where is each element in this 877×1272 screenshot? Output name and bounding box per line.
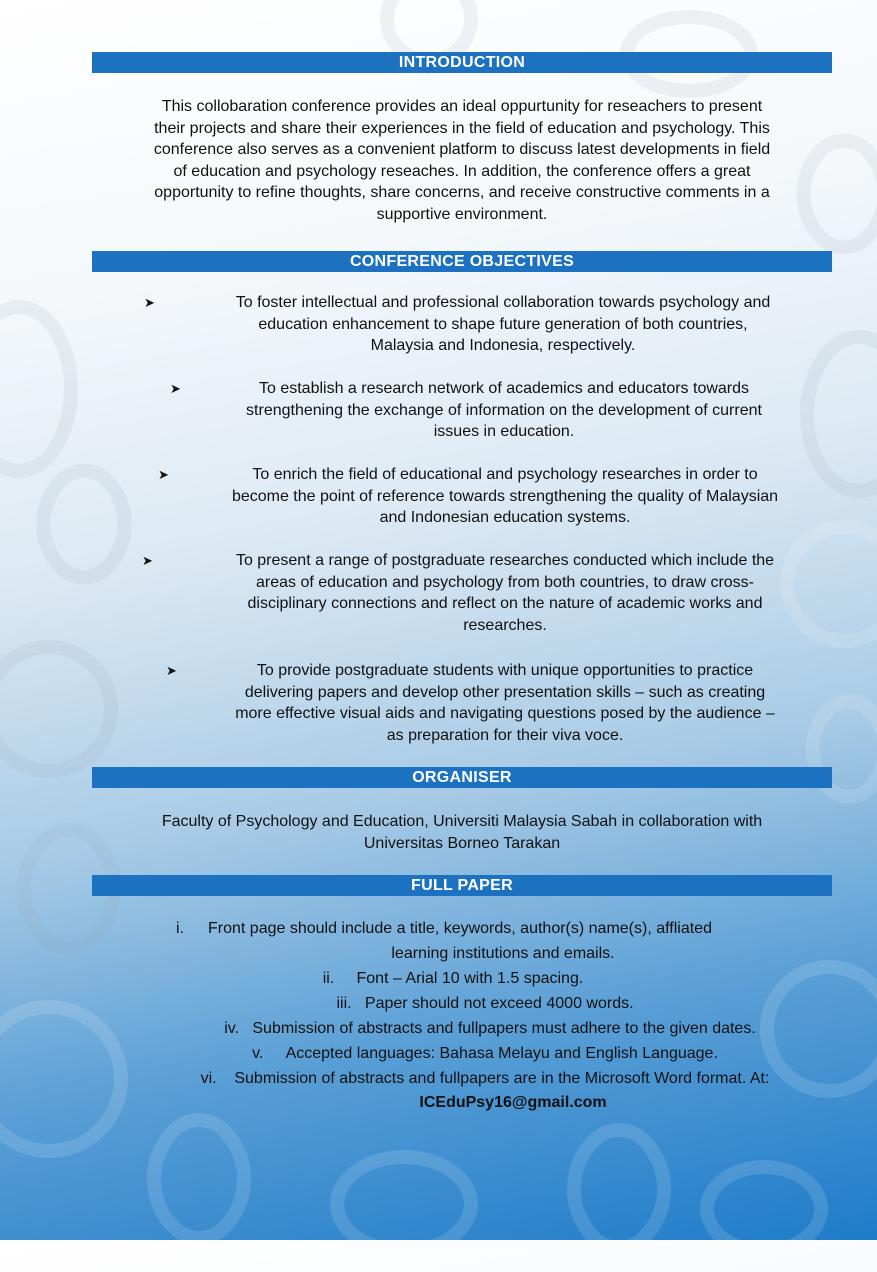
text-line: as preparation for their viva voce.: [386, 726, 624, 744]
full-paper-item: [130, 1066, 840, 1091]
text-line: To establish a research network of academics and educators towards: [258, 380, 750, 397]
list-number: iv.: [224, 1020, 240, 1037]
text-line: Universitas Borneo Tarakan: [363, 834, 561, 852]
text-line: strengthening the exchange of information on the development of current: [246, 401, 762, 419]
text-line: their projects and share their experiences in the field of education and psychology. This: [154, 119, 770, 137]
list-text: Font – Arial 10 with 1.5 spacing.: [356, 970, 584, 987]
list-number: iii.: [336, 995, 352, 1012]
arrowhead-bullet-icon: ➤: [142, 553, 153, 568]
list-text-continued: learning institutions and emails.: [391, 945, 615, 962]
text-line: This collobaration conference provides an ideal oppurtunity for reseachers to present: [161, 98, 763, 115]
introduction-paragraph: [96, 96, 828, 226]
list-text: Submission of abstracts and fullpapers must adhere to the given dates.: [252, 1020, 756, 1037]
full-paper-heading: FULL PAPER: [92, 875, 832, 896]
text-line: To present a range of postgraduate researches conducted which include the: [235, 552, 775, 569]
text-line: education enhancement to shape future generation of both countries,: [258, 315, 748, 333]
text-line: researches.: [463, 616, 547, 634]
arrowhead-bullet-icon: ➤: [166, 663, 177, 678]
text-line: supportive environment.: [376, 205, 548, 223]
arrowhead-bullet-icon: ➤: [144, 295, 155, 310]
list-text: Submission of abstracts and fullpapers are in the Microsoft Word format. At:: [234, 1070, 770, 1087]
text-line: Faculty of Psychology and Education, Universiti Malaysia Sabah in collaboration with: [161, 813, 763, 830]
text-line: To enrich the field of educational and psychology researches in order to: [252, 466, 758, 483]
full-paper-item: [100, 966, 806, 991]
arrowhead-bullet-icon: ➤: [158, 467, 169, 482]
list-text: Front page should include a title, keywords, author(s) name(s), affliated: [208, 920, 712, 937]
list-text: Paper should not exceed 4000 words.: [364, 995, 634, 1012]
full-paper-item: [100, 991, 870, 1016]
organiser-heading: ORGANISER: [92, 767, 832, 788]
list-number: ii.: [322, 970, 335, 987]
text-line: Malaysia and Indonesia, respectively.: [370, 337, 636, 355]
list-text: Accepted languages: Bahasa Melayu and English Language.: [285, 1045, 718, 1062]
arrowhead-bullet-icon: ➤: [170, 381, 181, 396]
text-line: disciplinary connections and reflect on the nature of academic works and: [247, 595, 763, 613]
text-line: issues in education.: [433, 423, 575, 441]
organiser-paragraph: [96, 811, 828, 854]
list-number: v.: [252, 1045, 264, 1062]
text-line: areas of education and psychology from both countries, to draw cross-: [255, 573, 755, 591]
text-line: become the point of reference towards strengthening the quality of Malaysian: [231, 487, 779, 505]
submission-email-link[interactable]: ICEduPsy16@gmail.com: [419, 1094, 607, 1111]
text-line: To foster intellectual and professional collaboration towards psychology and: [235, 294, 771, 311]
full-paper-item: [100, 1041, 870, 1066]
text-line: of education and psychology reseaches. In addition, the conference offers a great: [173, 162, 751, 180]
text-line: and Indonesian education systems.: [379, 509, 631, 527]
text-line: conference also serves as a convenient platform to discuss latest developments in field: [153, 141, 771, 159]
list-number: vi.: [200, 1070, 217, 1087]
text-line: more effective visual aids and navigating questions posed by the audience –: [235, 705, 775, 723]
text-line: delivering papers and develop other presentation skills – such as creating: [244, 683, 766, 701]
text-line: To provide postgraduate students with unique opportunities to practice: [256, 662, 754, 679]
full-paper-item: [140, 1016, 840, 1041]
objectives-heading: CONFERENCE OBJECTIVES: [92, 251, 832, 272]
list-number: i.: [176, 920, 184, 937]
text-line: opportunity to refine thoughts, share concerns, and receive constructive comments in a: [154, 184, 770, 202]
introduction-heading: INTRODUCTION: [92, 52, 832, 73]
